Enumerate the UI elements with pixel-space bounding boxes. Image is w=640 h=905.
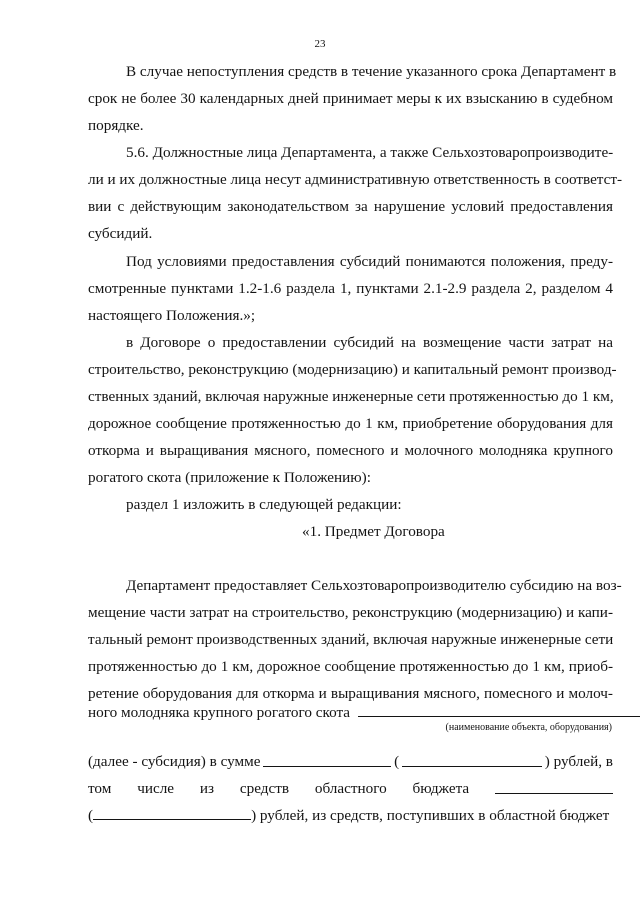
text-line: смотренные пунктами 1.2-1.6 раздела 1, пунктами 2.1-2.9 раздела 2, разделом 4	[88, 280, 613, 297]
text-line: протяженностью до 1 км, дорожное сообщение протяженностью до 1 км, приоб-	[88, 658, 613, 675]
text-fragment: областного	[314, 780, 387, 797]
text-fragment: бюджета	[412, 780, 470, 797]
text-line: тальный ремонт производственных зданий, включая наружные инженерные сети	[88, 631, 614, 648]
text-line: В случае непоступления средств в течение указанного срока Департамент в	[126, 63, 617, 80]
text-line: вии с действующим законодательством за нарушение условий предоставления	[88, 198, 613, 215]
text-line: ли и их должностные лица несут административную ответственность в соответст-	[88, 171, 623, 188]
text-fragment: том	[88, 780, 112, 797]
text-line: Департамент предоставляет Сельхозтоваропроизводителю субсидию на воз-	[126, 577, 622, 594]
text-line	[88, 702, 613, 722]
text-fragment: ного молодняка крупного рогатого скота	[88, 704, 351, 721]
text-fragment: из	[199, 780, 215, 797]
text-line: 5.6. Должностные лица Департамента, а также Сельхозтоваропроизводите-	[126, 144, 614, 161]
text-line: порядке.	[88, 117, 144, 134]
text-fragment: ) рублей, из средств, поступивших в областной бюджет	[251, 807, 610, 824]
amount-words-blank[interactable]	[402, 752, 542, 767]
text-line: ственных зданий, включая наружные инженерные сети протяженностью до 1 км,	[88, 388, 614, 405]
text-fragment: числе	[137, 780, 175, 797]
text-line: раздел 1 изложить в следующей редакции:	[126, 496, 402, 513]
text-line: ретение оборудования для откорма и выращивания мясного, помесного и молоч-	[88, 685, 613, 702]
object-name-blank[interactable]	[358, 702, 640, 717]
text-line: настоящего Положения.»;	[88, 307, 256, 324]
blank-caption: (наименование объекта, оборудования)	[445, 722, 612, 733]
text-fragment: (	[394, 753, 400, 770]
text-line	[88, 805, 613, 825]
text-fragment: средств	[239, 780, 290, 797]
text-line: Под условиями предоставления субсидий понимаются положения, преду-	[126, 253, 613, 270]
text-line: строительство, реконструкцию (модернизацию) и капитальный ремонт производ-	[88, 361, 617, 378]
page-number: 23	[314, 38, 326, 50]
text-line: субсидий.	[88, 225, 153, 242]
text-line: дорожное сообщение протяженностью до 1 км, приобретение оборудования для	[88, 415, 613, 432]
text-line: рогатого скота (приложение к Положению):	[88, 469, 371, 486]
text-line: срок не более 30 календарных дней принимает меры к их взысканию в судебном	[88, 90, 613, 107]
text-line: откорма и выращивания мясного, помесного и молочного молодняка крупного	[88, 442, 613, 459]
regional-budget-blank[interactable]	[495, 779, 613, 794]
section-heading: «1. Предмет Договора	[302, 523, 445, 540]
text-fragment: (	[88, 807, 94, 824]
text-fragment: (далее - субсидия) в сумме	[88, 753, 261, 770]
text-line: мещение части затрат на строительство, реконструкцию (модернизацию) и капи-	[88, 604, 613, 621]
text-fragment: ) рублей, в	[544, 753, 613, 770]
text-line: в Договоре о предоставлении субсидий на возмещение части затрат на	[126, 334, 613, 351]
regional-budget-words-blank[interactable]	[93, 805, 251, 820]
text-line	[88, 752, 613, 771]
text-line	[88, 779, 613, 798]
amount-blank[interactable]	[263, 752, 391, 767]
